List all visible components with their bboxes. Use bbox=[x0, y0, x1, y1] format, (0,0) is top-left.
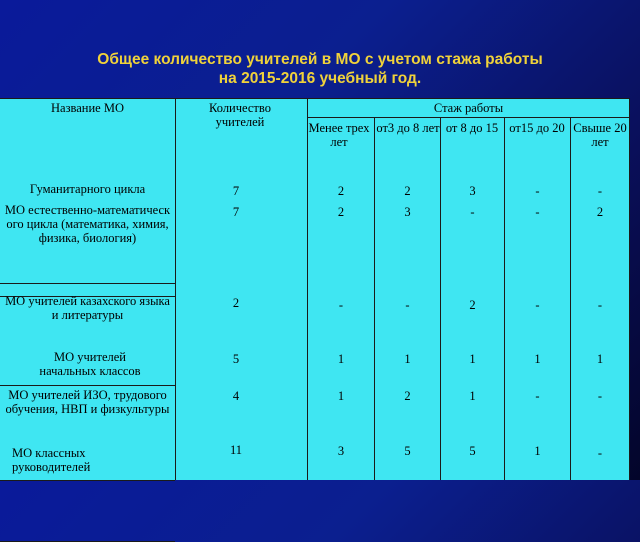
row-1-v5: - bbox=[597, 184, 603, 198]
header-bottom-divider bbox=[0, 283, 175, 284]
row-divider-3 bbox=[0, 480, 175, 481]
row-2-v2: 3 bbox=[404, 205, 411, 219]
row-4-name: МО учителей начальных классов bbox=[39, 350, 141, 378]
title-line-1: Общее количество учителей в МО с учетом стажа работы bbox=[97, 51, 543, 68]
row-6-count: 11 bbox=[229, 443, 243, 457]
row-3-v4: - bbox=[535, 298, 540, 312]
row-2-name: МО естественно-математического цикла (математика, химия, физика, биология) bbox=[4, 203, 171, 245]
teachers-table bbox=[0, 98, 630, 480]
row-1-count: 7 bbox=[232, 184, 240, 198]
row-1-v2: 2 bbox=[404, 184, 411, 198]
row-1-v3: 3 bbox=[469, 184, 476, 198]
row-4-count: 5 bbox=[232, 352, 240, 366]
row-6-v4: 1 bbox=[534, 444, 541, 458]
header-stazh: Стаж работы bbox=[433, 101, 504, 115]
header-sub-3: от 8 до 15 bbox=[445, 121, 499, 135]
row-2-v1: 2 bbox=[337, 205, 345, 219]
row-4-v4: 1 bbox=[534, 352, 541, 366]
header-sub-1: Менее трех лет bbox=[308, 121, 370, 149]
table-top-border bbox=[0, 98, 630, 99]
row-1-v4: - bbox=[535, 184, 540, 198]
table-right-border bbox=[629, 98, 630, 480]
row-5-count: 4 bbox=[232, 389, 240, 403]
row-5-name: МО учителей ИЗО, трудового обучения, НВП и физкультуры bbox=[5, 388, 170, 416]
row-4-v2: 1 bbox=[404, 352, 411, 366]
row-5-v1: 1 bbox=[337, 389, 345, 403]
row-4-v1: 1 bbox=[337, 352, 345, 366]
title-line-2: на 2015-2016 учебный год. bbox=[218, 70, 422, 87]
row-3-v5: - bbox=[597, 298, 603, 312]
row-3-v3: 2 bbox=[469, 298, 476, 312]
stazh-header-divider bbox=[307, 117, 630, 118]
col-divider-name bbox=[175, 98, 176, 480]
row-5-v3: 1 bbox=[469, 389, 476, 403]
row-divider-2 bbox=[0, 385, 175, 386]
header-sub-4: от15 до 20 bbox=[509, 121, 565, 135]
row-2-v3: - bbox=[470, 205, 475, 219]
row-5-v5: - bbox=[597, 389, 603, 403]
page-title bbox=[0, 50, 640, 88]
row-2-count: 7 bbox=[232, 205, 240, 219]
row-1-name: Гуманитарного цикла bbox=[29, 182, 146, 196]
header-sub-2: от3 до 8 лет bbox=[376, 121, 440, 135]
row-6-name: МО классных руководителей bbox=[12, 446, 91, 474]
col-divider-count bbox=[307, 98, 308, 480]
row-3-v1: - bbox=[338, 298, 344, 312]
row-5-v2: 2 bbox=[404, 389, 411, 403]
row-6-v3: 5 bbox=[469, 444, 476, 458]
row-2-v5: 2 bbox=[596, 205, 604, 219]
row-4-v5: 1 bbox=[596, 352, 604, 366]
row-6-v2: 5 bbox=[404, 444, 411, 458]
row-4-v3: 1 bbox=[469, 352, 476, 366]
header-name: Название МО bbox=[51, 101, 124, 115]
header-count: Количество учителей bbox=[209, 101, 271, 129]
row-2-v4: - bbox=[535, 205, 540, 219]
row-6-v1: 3 bbox=[337, 444, 345, 458]
header-sub-5: Свыше 20 лет bbox=[573, 121, 627, 149]
row-6-v5: - bbox=[597, 446, 603, 460]
row-5-v4: - bbox=[535, 389, 540, 403]
row-3-v2: - bbox=[405, 298, 410, 312]
row-1-v1: 2 bbox=[337, 184, 345, 198]
row-3-count: 2 bbox=[232, 296, 240, 310]
row-3-name: МО учителей казахского языка и литературы bbox=[5, 294, 170, 322]
